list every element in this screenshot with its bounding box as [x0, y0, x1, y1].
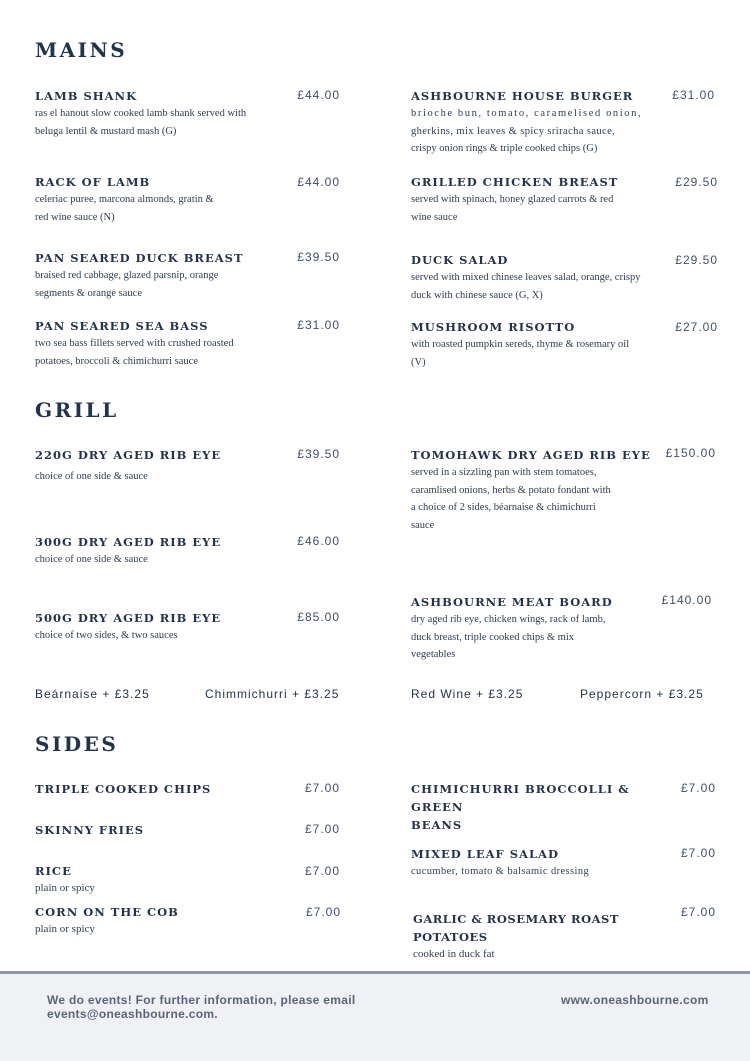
item-price: £44.00	[297, 175, 340, 189]
menu-item-300g-rib-eye	[35, 533, 285, 569]
item-name: RACK OF LAMB	[35, 175, 151, 189]
item-desc: beluga lentil & mustard mash (G)	[35, 125, 177, 137]
item-desc: (V)	[411, 356, 426, 368]
item-desc: segments & orange sauce	[35, 287, 143, 299]
item-desc: duck breast, triple cooked chips & mix	[411, 631, 575, 643]
item-price: £29.50	[675, 175, 718, 189]
item-name: GARLIC & ROSEMARY ROAST POTATOES	[413, 912, 619, 944]
menu-item-mixed-leaf-salad	[411, 845, 671, 881]
item-price: £150.00	[665, 446, 716, 460]
item-name: SKINNY FRIES	[35, 823, 145, 837]
sauce-peppercorn: Peppercorn + £3.25	[580, 687, 704, 701]
item-desc: plain or spicy	[35, 882, 95, 894]
item-desc: choice of one side & sauce	[35, 471, 148, 482]
item-name: 300G DRY AGED RIB EYE	[35, 535, 222, 549]
item-price: £27.00	[675, 320, 718, 334]
item-name: ASHBOURNE HOUSE BURGER	[411, 89, 634, 103]
item-desc: with roasted pumpkin sereds, thyme & rosemary oil	[411, 339, 630, 350]
section-title-mains: MAINS	[35, 38, 128, 62]
item-desc: two sea bass fillets served with crushed roasted	[35, 338, 234, 349]
item-price: £29.50	[675, 253, 718, 267]
menu-item-corn	[35, 903, 285, 939]
item-name: ASHBOURNE MEAT BOARD	[411, 595, 613, 609]
item-price: £7.00	[680, 781, 716, 795]
footer-website: www.oneashbourne.com	[561, 993, 709, 1007]
item-price: £7.00	[680, 846, 716, 860]
item-price: £31.00	[297, 318, 340, 332]
item-name: BEANS	[411, 818, 463, 832]
item-desc: brioche bun, tomato, caramelised onion,	[411, 108, 643, 119]
menu-item-chimichurri-broccoli	[411, 780, 671, 834]
item-desc: served in a sizzling pan with stem tomatoes,	[411, 467, 597, 478]
item-desc: sauce	[411, 519, 435, 531]
item-name: PAN SEARED SEA BASS	[35, 319, 209, 333]
menu-item-rack-of-lamb	[35, 173, 285, 226]
item-price: £85.00	[297, 610, 340, 624]
item-desc: wine sauce	[411, 211, 458, 223]
item-name: 500G DRY AGED RIB EYE	[35, 611, 222, 625]
item-desc: dry aged rib eye, chicken wings, rack of lamb,	[411, 614, 606, 625]
menu-item-sea-bass	[35, 317, 285, 370]
item-desc: duck with chinese sauce (G, X)	[411, 289, 543, 301]
item-desc: braised red cabbage, glazed parsnip, orange	[35, 270, 219, 281]
footer-events-email: events@oneashbourne.com.	[47, 1007, 218, 1021]
footer-events-line: We do events! For further information, please email	[47, 993, 356, 1007]
item-name: RICE	[35, 864, 72, 878]
item-desc: ras el hanout slow cooked lamb shank served with	[35, 108, 247, 119]
item-desc: cucumber, tomato & balsamic dressing	[411, 866, 590, 877]
item-price: £140.00	[661, 593, 712, 607]
menu-item-chicken-breast	[411, 173, 661, 226]
item-price: £7.00	[680, 905, 716, 919]
menu-item-meat-board	[411, 593, 651, 664]
item-desc: celeriac puree, marcona almonds, gratin &	[35, 194, 214, 205]
item-name: PAN SEARED DUCK BREAST	[35, 251, 244, 265]
menu-item-lamb-shank	[35, 87, 285, 140]
sauce-chimichurri: Chimmichurri + £3.25	[205, 687, 340, 701]
item-price: £39.50	[297, 250, 340, 264]
item-price: £39.50	[297, 447, 340, 461]
item-desc: crispy onion rings & triple cooked chips (G)	[411, 143, 598, 154]
section-title-grill: GRILL	[35, 398, 119, 422]
item-desc: gherkins, mix leaves & spicy sriracha sauce,	[411, 125, 616, 137]
item-price: £7.00	[304, 781, 340, 795]
item-name: MUSHROOM RISOTTO	[411, 320, 576, 334]
menu-item-220g-rib-eye	[35, 446, 285, 486]
menu-item-duck-salad	[411, 251, 671, 304]
footer-events-text	[47, 993, 355, 1021]
sauce-red-wine: Red Wine + £3.25	[411, 687, 524, 701]
item-desc: choice of two sides, & two sauces	[35, 630, 178, 641]
item-desc: served with mixed chinese leaves salad, orange, crispy	[411, 272, 641, 283]
item-price: £44.00	[297, 88, 340, 102]
item-desc: a choice of 2 sides, béarnaise & chimichurri	[411, 502, 596, 513]
item-price: £7.00	[304, 822, 340, 836]
item-desc: plain or spicy	[35, 923, 95, 935]
item-name: DUCK SALAD	[411, 253, 509, 267]
section-title-sides: SIDES	[35, 732, 119, 756]
item-name: MIXED LEAF SALAD	[411, 847, 559, 861]
menu-item-roast-potatoes	[413, 910, 683, 964]
item-desc: choice of one side & sauce	[35, 554, 148, 565]
item-name: CORN ON THE COB	[35, 905, 179, 919]
item-desc: red wine sauce (N)	[35, 211, 115, 223]
menu-item-rice	[35, 862, 285, 898]
item-price: £31.00	[672, 88, 715, 102]
item-name: CHIMICHURRI BROCCOLLI & GREEN	[411, 782, 630, 814]
item-price: £46.00	[297, 534, 340, 548]
item-price: £7.00	[304, 864, 340, 878]
item-name: LAMB SHANK	[35, 89, 138, 103]
menu-item-tomohawk	[411, 446, 651, 534]
item-desc: cooked in duck fat	[413, 948, 495, 960]
menu-item-house-burger	[411, 87, 661, 158]
menu-item-mushroom-risotto	[411, 318, 671, 371]
item-name: TOMOHAWK DRY AGED RIB EYE	[411, 448, 651, 462]
item-desc: caramlised onions, herbs & potato fondant with	[411, 484, 611, 496]
sauce-bearnaise: Beárnaise + £3.25	[35, 687, 150, 701]
item-name: TRIPLE COOKED CHIPS	[35, 782, 212, 796]
menu-item-500g-rib-eye	[35, 609, 285, 645]
item-name: 220G DRY AGED RIB EYE	[35, 448, 222, 462]
footer-divider	[0, 971, 750, 974]
item-desc: served with spinach, honey glazed carrots & red	[411, 194, 614, 205]
item-desc: potatoes, broccoli & chimichurri sauce	[35, 355, 198, 367]
item-name: GRILLED CHICKEN BREAST	[411, 175, 619, 189]
menu-item-duck-breast	[35, 249, 285, 302]
item-price: £7.00	[305, 905, 341, 919]
item-desc: vegetables	[411, 649, 456, 660]
